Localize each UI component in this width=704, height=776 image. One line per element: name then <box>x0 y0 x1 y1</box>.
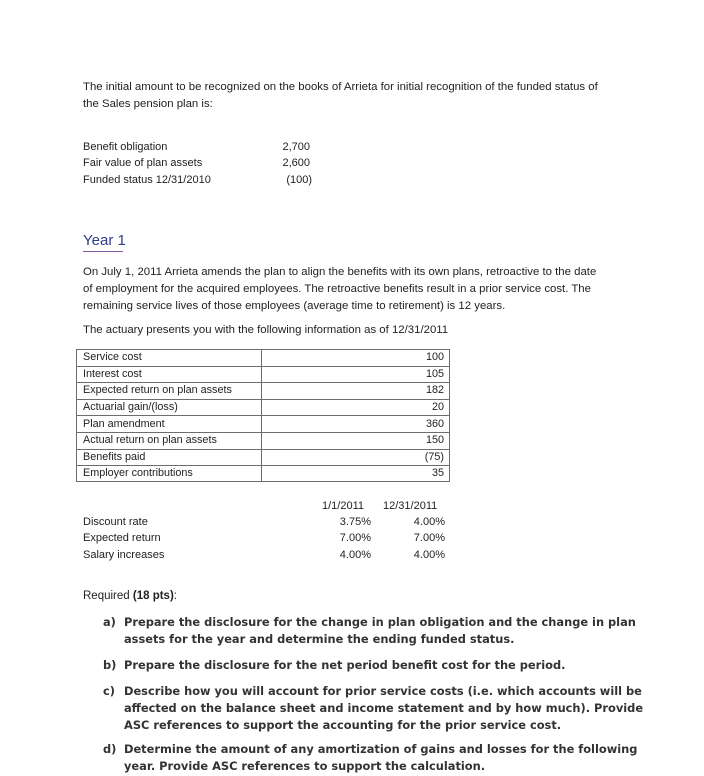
row-label: Expected return on plan assets <box>77 383 262 400</box>
discount-rate-v2: 4.00% <box>413 516 445 528</box>
question-line: assets for the year and determine the ending funded status. <box>124 632 515 646</box>
row-label: Benefits paid <box>77 449 262 466</box>
question-letter: b) <box>103 658 117 672</box>
question-line: Determine the amount of any amortization of gains and losses for the following <box>124 742 638 756</box>
funded-status-label: Funded status 12/31/2010 <box>83 174 211 186</box>
benefit-obligation-value: 2,700 <box>282 141 310 153</box>
table-row <box>77 432 450 449</box>
question-line: Describe how you will account for prior service costs (i.e. which accounts will be <box>124 684 642 698</box>
row-label: Service cost <box>77 350 262 367</box>
table-row <box>77 399 450 416</box>
row-label: Interest cost <box>77 366 262 383</box>
question-line: Prepare the disclosure for the change in plan obligation and the change in plan <box>124 615 636 629</box>
fair-value-value: 2,600 <box>282 157 310 169</box>
row-label: Employer contributions <box>77 466 262 482</box>
salary-increases-v1: 4.00% <box>339 549 371 561</box>
table-row <box>77 350 450 367</box>
intro-paragraph <box>83 79 598 113</box>
row-value: 35 <box>262 466 450 482</box>
actuary-table <box>76 349 450 482</box>
expected-return-v1: 7.00% <box>339 532 371 544</box>
row-label: Actuarial gain/(loss) <box>77 399 262 416</box>
amendment-line-1: On July 1, 2011 Arrieta amends the plan to align the benefits with its own plans, retroactive to the date <box>83 266 597 278</box>
table-row <box>77 449 450 466</box>
question-letter: c) <box>103 684 115 698</box>
row-value: 100 <box>262 350 450 367</box>
actuary-intro: The actuary presents you with the following information as of 12/31/2011 <box>83 324 449 336</box>
expected-return-label: Expected return <box>83 532 161 544</box>
amendment-line-3: remaining service lives of those employees (average time to retirement) is 12 years. <box>83 299 506 312</box>
question-letter: d) <box>103 742 117 756</box>
required-suffix: : <box>173 590 177 602</box>
amendment-line-2: of employment for the acquired employees. The retroactive benefits result in a prior service cost. The <box>83 282 591 295</box>
discount-rate-v1: 3.75% <box>339 516 371 528</box>
table-row <box>77 366 450 383</box>
discount-rate-label: Discount rate <box>83 516 148 528</box>
required-heading <box>83 590 177 602</box>
row-value: (75) <box>262 449 450 466</box>
row-value: 360 <box>262 416 450 433</box>
question-line: ASC references to support the accounting for the prior service cost. <box>124 718 562 732</box>
rates-col2-header: 12/31/2011 <box>383 500 438 512</box>
intro-line-2: the Sales pension plan is: <box>83 97 213 110</box>
row-value: 105 <box>262 366 450 383</box>
row-value: 182 <box>262 383 450 400</box>
amendment-paragraph <box>83 264 596 314</box>
question-line: year. Provide ASC references to support the calculation. <box>124 759 486 773</box>
question-line: Prepare the disclosure for the net period benefit cost for the period. <box>124 658 566 672</box>
intro-line-1: The initial amount to be recognized on the books of Arrieta for initial recognition of the funded status of <box>83 81 598 93</box>
year-heading: Year 1 <box>83 232 123 252</box>
row-value: 20 <box>262 399 450 416</box>
benefit-obligation-label: Benefit obligation <box>83 141 168 153</box>
question-letter: a) <box>103 615 116 629</box>
table-row <box>77 466 450 482</box>
fair-value-label: Fair value of plan assets <box>83 157 203 169</box>
expected-return-v2: 7.00% <box>413 532 445 544</box>
funded-status-value: (100) <box>286 174 312 186</box>
table-row <box>77 416 450 433</box>
row-value: 150 <box>262 432 450 449</box>
row-label: Plan amendment <box>77 416 262 433</box>
salary-increases-v2: 4.00% <box>413 549 445 561</box>
required-prefix: Required <box>83 590 133 602</box>
table-row <box>77 383 450 400</box>
row-label: Actual return on plan assets <box>77 432 262 449</box>
salary-increases-label: Salary increases <box>83 549 165 561</box>
question-line: affected on the balance sheet and income statement and by how much). Provide <box>124 701 644 715</box>
required-points: (18 pts) <box>132 590 174 602</box>
rates-col1-header: 1/1/2011 <box>322 500 365 512</box>
